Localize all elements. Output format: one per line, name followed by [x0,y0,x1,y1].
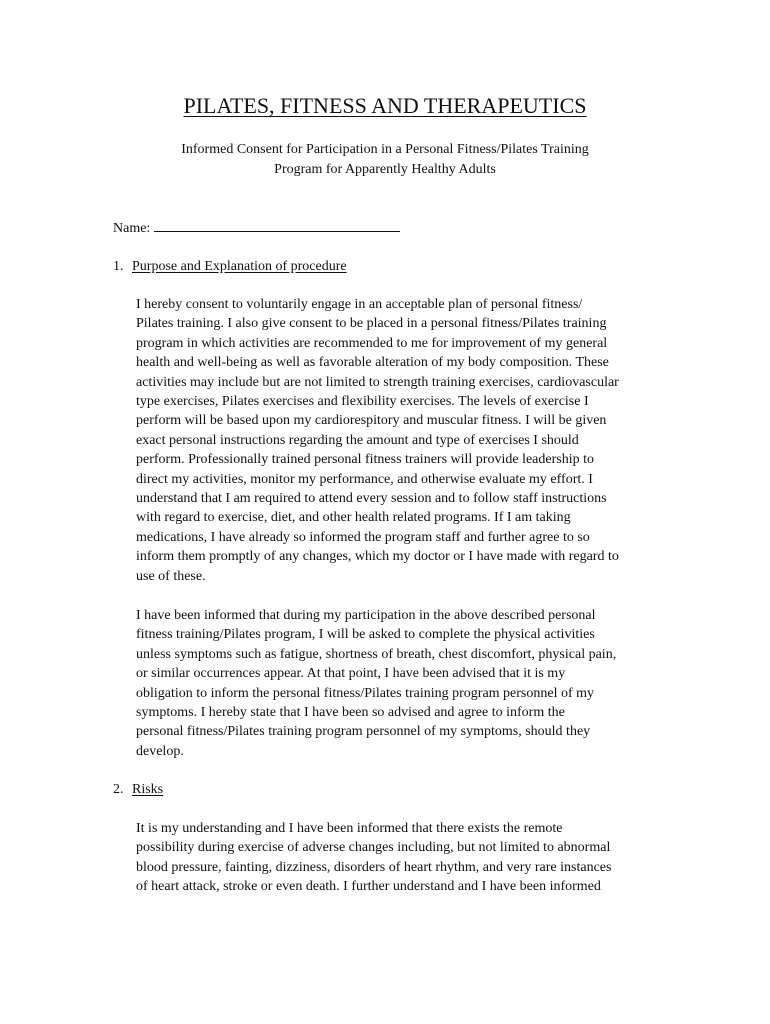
text-line: I hereby consent to voluntarily engage in an acceptable plan of personal fitness/ [136,297,583,312]
text-line: exact personal instructions regarding the amount and type of exercises I should [136,432,579,448]
subtitle-line: Informed Consent for Participation in a Personal Fitness/Pilates Training [181,142,589,157]
text-line: obligation to inform the personal fitness/Pilates training program personnel of my [136,685,595,701]
text-line: symptoms. I hereby state that I have been so advised and agree to inform the [136,705,565,721]
text-line: health and well-being as well as favorable alteration of my body composition. These [136,355,609,371]
text-line: medications, I have already so informed the program staff and further agree to so [136,529,590,545]
text-line: understand that I am required to attend every session and to follow staff instructions [136,491,607,507]
document-title: PILATES, FITNESS AND THERAPEUTICS [183,93,587,118]
text-line: It is my understanding and I have been informed that there exists the remote [136,821,563,836]
text-line: with regard to exercise, diet, and other health related programs. If I am taking [136,510,571,526]
text-line: type exercises, Pilates exercises and flexibility exercises. The levels of exercise I [136,394,589,410]
text-line: use of these. [136,568,206,584]
text-line: possibility during exercise of adverse changes including, but not limited to abnormal [136,840,611,856]
text-line: unless symptoms such as fatigue, shortness of breath, chest discomfort, physical pain, [136,646,617,662]
section-heading-label: Risks [132,782,164,797]
text-line: blood pressure, fainting, dizziness, disorders of heart rhythm, and very rare instances [136,859,612,875]
section-heading-purpose [113,257,347,277]
paragraph-consent [136,295,619,586]
text-line: develop. [136,743,184,759]
paragraph-risks [136,819,611,897]
text-line: direct my activities, monitor my performance, and otherwise evaluate my effort. I [136,471,593,487]
text-line: of heart attack, stroke or even death. I further understand and I have been informed [136,879,601,895]
name-field[interactable] [154,218,400,232]
section-heading-label: Purpose and Explanation of procedure [132,259,347,274]
section-number: 2. [113,782,124,797]
text-line: or similar occurrences appear. At that point, I have been advised that it is my [136,666,566,682]
name-line [113,218,400,239]
name-label: Name: [113,221,151,236]
document-subtitle [0,140,770,180]
text-line: perform will be based upon my cardiorespitory and muscular fitness. I will be given [136,413,607,429]
text-line: perform. Professionally trained personal fitness trainers will provide leadership to [136,452,594,468]
text-line: program in which activities are recommended to me for improvement of my general [136,335,608,351]
text-line: personal fitness/Pilates training program personnel of my symptoms, should they [136,724,591,740]
text-line: Pilates training. I also give consent to be placed in a personal fitness/Pilates training [136,316,607,332]
section-heading-risks [113,780,163,800]
subtitle-line: Program for Apparently Healthy Adults [274,162,496,177]
text-line: fitness training/Pilates program, I will be asked to complete the physical activities [136,627,595,643]
section-number: 1. [113,259,124,274]
text-line: I have been informed that during my participation in the above described personal [136,608,596,623]
text-line: activities may include but are not limited to strength training exercises, cardiovascular [136,374,619,390]
text-line: inform them promptly of any changes, which my doctor or I have made with regard to [136,549,619,565]
paragraph-symptoms [136,606,616,761]
